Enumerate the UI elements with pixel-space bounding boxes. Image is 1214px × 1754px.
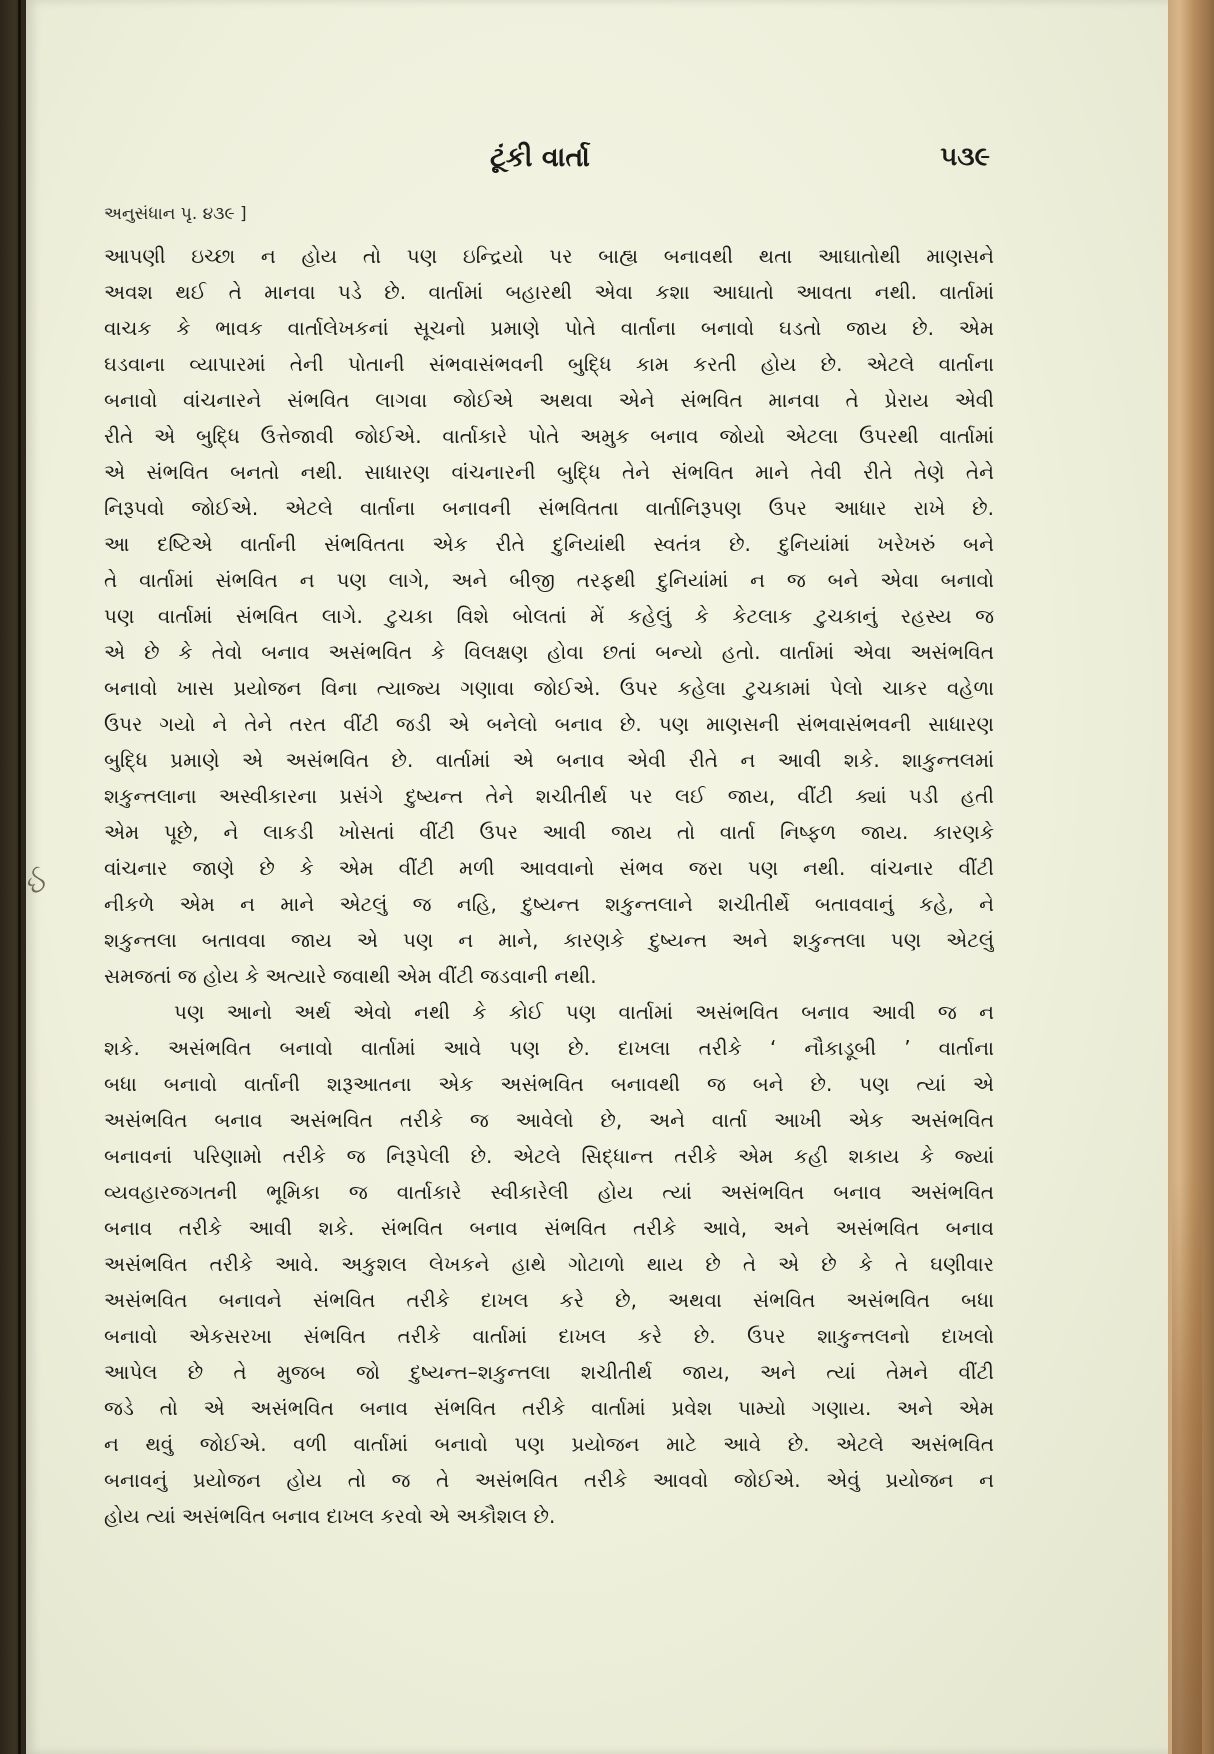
text-line: નીકળે એમ ન માને એટલું જ નહિ, દુષ્યન્ત શકુન્તલાને શચીતીર્થે બતાવવાનું કહે, ને (104, 892, 994, 916)
text-line: અસંભવિત બનાવ અસંભવિત તરીકે જ આવેલો છે, અને વાર્તા આખી એક અસંભવિત (104, 1108, 994, 1132)
margin-mark: ઈ (20, 865, 55, 902)
text-line: બધા બનાવો વાર્તાની શરૂઆતના એક અસંભવિત બનાવથી જ બને છે. પણ ત્યાં એ (104, 1072, 994, 1096)
text-line: એ છે કે તેવો બનાવ અસંભવિત કે વિલક્ષણ હોવા છતાં બન્યો હતો. વાર્તામાં એવા અસંભવિત (104, 640, 994, 664)
text-line: શકે. અસંભવિત બનાવો વાર્તામાં આવે પણ છે. દાખલા તરીકે ‘ નૌકાડૂબી ’ વાર્તાના (104, 1036, 994, 1060)
text-line: આ દષ્ટિએ વાર્તાની સંભવિતતા એક રીતે દુનિયાંથી સ્વતંત્ર છે. દુનિયાંમાં ખરેખરું બને (104, 532, 994, 556)
text-line: રીતે એ બુદ્ધિ ઉત્તેજાવી જોઈએ. વાર્તાકારે પોતે અમુક બનાવ જોયો એટલા ઉપરથી વાર્તામાં (104, 424, 994, 448)
text-line: આપેલ છે તે મુજબ જો દુષ્યન્ત–શકુન્તલા શચીતીર્થ જાય, અને ત્યાં તેમને વીંટી (104, 1360, 994, 1384)
body-text (104, 238, 994, 1534)
edge-stain (1172, 1180, 1202, 1754)
paragraph-2 (104, 994, 994, 1534)
text-line: ઘડવાના વ્યાપારમાં તેની પોતાની સંભવાસંભવની બુદ્ધિ કામ કરતી હોય છે. એટલે વાર્તાના (104, 352, 994, 376)
text-line: પણ વાર્તામાં સંભવિત લાગે. ટુચકા વિશે બોલતાં મેં કહેલું કે કેટલાક ટુચકાનું રહસ્ય જ (104, 604, 994, 628)
text-line: બનાવનાં પરિણામો તરીકે જ નિરૂપેલી છે. એટલે સિદ્ધાન્ત તરીકે એમ કહી શકાય કે જ્યાં (104, 1144, 994, 1168)
text-line: જડે તો એ અસંભવિત બનાવ સંભવિત તરીકે વાર્તામાં પ્રવેશ પામ્યો ગણાય. અને એમ (104, 1396, 994, 1420)
text-line: બનાવો વાંચનારને સંભવિત લાગવા જોઈએ અથવા એને સંભવિત માનવા તે પ્રેરાય એવી (104, 388, 994, 412)
text-line: બુદ્ધિ પ્રમાણે એ અસંભવિત છે. વાર્તામાં એ બનાવ એવી રીતે ન આવી શકે. શાકુન્તલમાં (104, 748, 994, 772)
text-line: બનાવનું પ્રયોજન હોય તો જ તે અસંભવિત તરીકે આવવો જોઈએ. એવું પ્રયોજન ન (104, 1468, 994, 1492)
paragraph-1 (104, 238, 994, 994)
text-line: પણ આનો અર્થ એવો નથી કે કોઈ પણ વાર્તામાં અસંભવિત બનાવ આવી જ ન (174, 1000, 994, 1024)
text-line: અસંભવિત તરીકે આવે. અકુશલ લેખકને હાથે ગોટાળો થાય છે તે એ છે કે તે ઘણીવાર (104, 1252, 994, 1276)
text-line: બનાવ તરીકે આવી શકે. સંભવિત બનાવ સંભવિત તરીકે આવે, અને અસંભવિત બનાવ (104, 1216, 994, 1240)
text-line: એમ પૂછે, ને લાકડી ખોસતાં વીંટી ઉપર આવી જાય તો વાર્તા નિષ્ફળ જાય. કારણકે (104, 820, 994, 844)
text-line: બનાવો ખાસ પ્રયોજન વિના ત્યાજ્ય ગણાવા જોઈએ. ઉપર કહેલા ટુચકામાં પેલો ચાકર વહેળા (104, 676, 994, 700)
text-line: વ્યવહારજગતની ભૂમિકા જ વાર્તાકારે સ્વીકારેલી હોય ત્યાં અસંભવિત બનાવ અસંભવિત (104, 1180, 994, 1204)
text-line: હોય ત્યાં અસંભવિત બનાવ દાખલ કરવો એ અકૌશલ છે. (104, 1504, 556, 1528)
text-line: શકુન્તલા બતાવવા જાય એ પણ ન માને, કારણકે દુષ્યન્ત અને શકુન્તલા પણ એટલું (104, 928, 994, 952)
text-line: અવશ થઈ તે માનવા પડે છે. વાર્તામાં બહારથી એવા કશા આઘાતો આવતા નથી. વાર્તામાં (104, 280, 994, 304)
page-number: ૫૩૯ (940, 142, 990, 172)
text-line: નિરૂપવો જોઈએ. એટલે વાર્તાના બનાવની સંભવિતતા વાર્તાનિરૂપણ ઉપર આધાર રાખે છે. (104, 496, 994, 520)
text-line: બનાવો એકસરખા સંભવિત તરીકે વાર્તામાં દાખલ કરે છે. ઉપર શાકુન્તલનો દાખલો (104, 1324, 994, 1348)
text-line: તે વાર્તામાં સંભવિત ન પણ લાગે, અને બીજી તરફથી દુનિયાંમાં ન જ બને એવા બનાવો (104, 568, 994, 592)
text-line: ન થવું જોઈએ. વળી વાર્તામાં બનાવો પણ પ્રયોજન માટે આવે છે. એટલે અસંભવિત (104, 1432, 994, 1456)
running-header (120, 142, 990, 182)
text-line: આપણી ઇચ્છા ન હોય તો પણ ઇન્દ્રિયો પર બાહ્ય બનાવથી થતા આઘાતોથી માણસને (104, 244, 994, 268)
page-title: ટૂંકી વાર્તા (490, 142, 590, 173)
text-line: શકુન્તલાના અસ્વીકારના પ્રસંગે દુષ્યન્ત તેને શચીતીર્થ પર લઈ જાય, વીંટી ક્યાં પડી હતી (104, 784, 994, 808)
text-line: ઉપર ગયો ને તેને તરત વીંટી જડી એ બનેલો બનાવ છે. પણ માણસની સંભવાસંભવની સાધારણ (104, 712, 994, 736)
continuation-note: અનુસંધાન પૃ. ૪૩૯ ] (104, 204, 247, 224)
text-line: અસંભવિત બનાવને સંભવિત તરીકે દાખલ કરે છે, અથવા સંભવિત અસંભવિત બધા (104, 1288, 994, 1312)
text-line: એ સંભવિત બનતો નથી. સાધારણ વાંચનારની બુદ્ધિ તેને સંભવિત માને તેવી રીતે તેણે તેને (104, 460, 994, 484)
text-line: વાંચનાર જાણે છે કે એમ વીંટી મળી આવવાનો સંભવ જરા પણ નથી. વાંચનાર વીંટી (104, 856, 994, 880)
text-line: વાચક કે ભાવક વાર્તાલેખકનાં સૂચનો પ્રમાણે પોતે વાર્તાના બનાવો ઘડતો જાય છે. એમ (104, 316, 994, 340)
text-line: સમજતાં જ હોય કે અત્યારે જવાથી એમ વીંટી જડવાની નથી. (104, 964, 597, 988)
